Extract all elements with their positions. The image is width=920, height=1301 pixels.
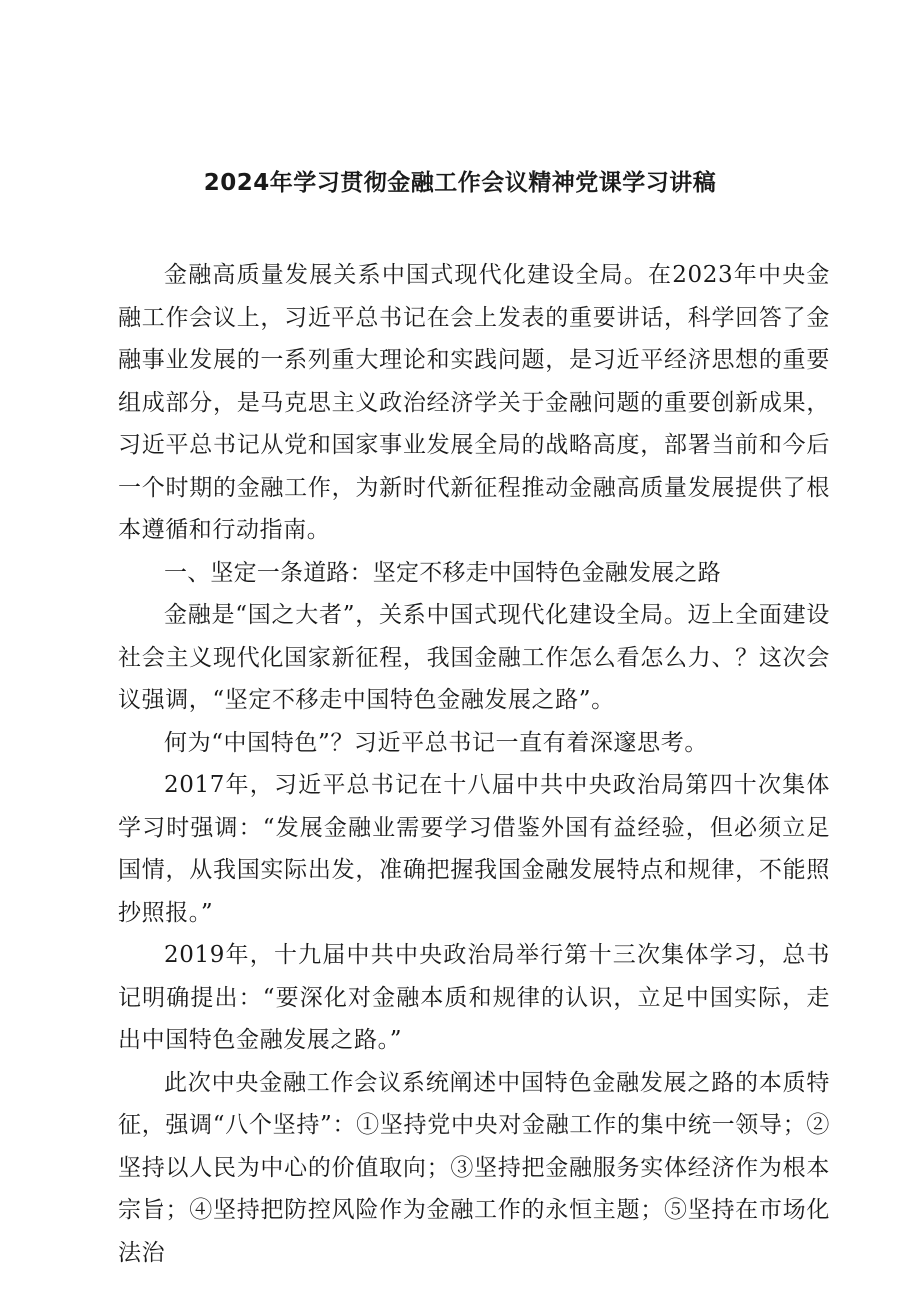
- body-paragraph: 2017年，习近平总书记在十八届中共中央政治局第四十次集体学习时强调：“发展金融业需要学习借鉴外国有益经验，但必须立足国情，从我国实际出发，准确把握我国金融发展特点和规律，不能照抄照报。”: [118, 772, 830, 926]
- section-heading-1: 一、坚定一条道路：坚定不移走中国特色金融发展之路: [164, 559, 721, 586]
- document-body: [118, 254, 830, 1274]
- body-paragraph: 何为“中国特色”？习近平总书记一直有着深邃思考。: [164, 729, 708, 756]
- intro-paragraph: 金融高质量发展关系中国式现代化建设全局。在2023年中央金融工作会议上，习近平总书记在会上发表的重要讲话，科学回答了金融事业发展的一系列重大理论和实践问题，是习近平经济思想的重要组成部分，是马克思主义政治经济学关于金融问题的重要创新成果，习近平总书记从党和国家事业发展全局的战略高度，部署当前和今后一个时期的金融工作，为新时代新征程推动金融高质量发展提供了根本遵循和行动指南。: [118, 262, 830, 543]
- body-paragraph: 金融是“国之大者”，关系中国式现代化建设全局。迈上全面建设社会主义现代化国家新征程，我国金融工作怎么看怎么力、？这次会议强调，“坚定不移走中国特色金融发展之路”。: [118, 602, 830, 713]
- document-title: 2024年学习贯彻金融工作会议精神党课学习讲稿: [203, 170, 717, 196]
- body-paragraph: 此次中央金融工作会议系统阐述中国特色金融发展之路的本质特征，强调“八个坚持”：①坚持党中央对金融工作的集中统一领导；②坚持以人民为中心的价值取向；③坚持把金融服务实体经济作为根本宗旨；④坚持把防控风险作为金融工作的永恒主题；⑤坚持在市场化法治: [118, 1069, 830, 1266]
- body-paragraph: 2019年，十九届中共中央政治局举行第十三次集体学习，总书记明确提出：“要深化对金融本质和规律的认识，立足中国实际，走出中国特色金融发展之路。”: [118, 942, 830, 1053]
